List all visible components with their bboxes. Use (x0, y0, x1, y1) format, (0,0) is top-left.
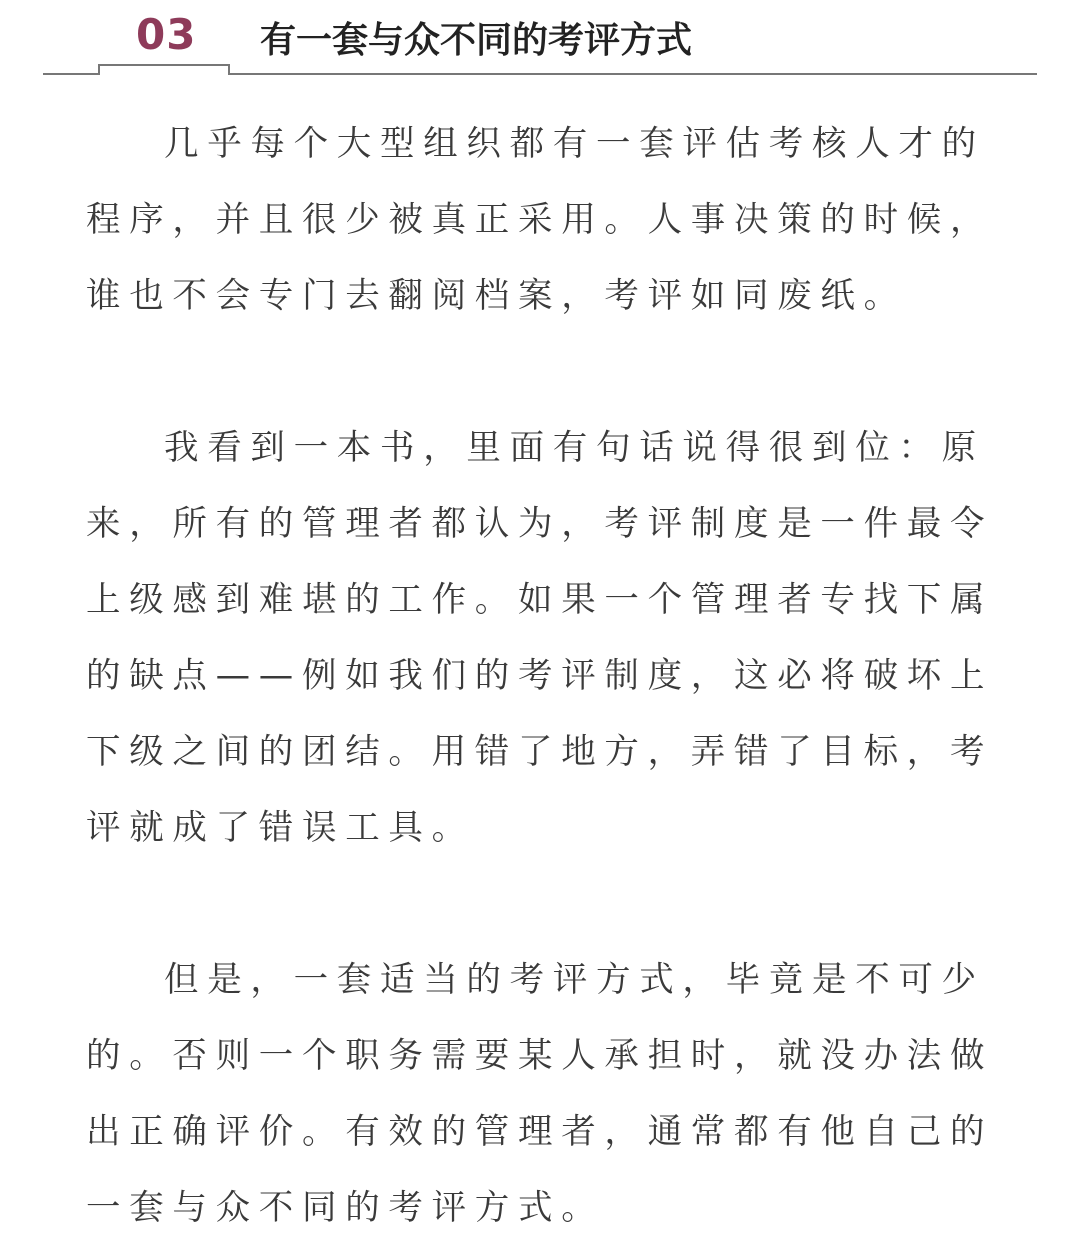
section-header (0, 0, 1080, 80)
paragraph-1: 几乎每个大型组织都有一套评估考核人才的程序，并且很少被真正采用。人事决策的时候，谁也不会专门去翻阅档案，考评如同废纸。 (86, 124, 994, 316)
section-title: 有一套与众不同的考评方式 (260, 20, 693, 61)
section-number-frame (98, 64, 230, 75)
section-number: 03 (136, 10, 197, 59)
article-body (86, 106, 996, 1246)
paragraph-2: 我看到一本书，里面有句话说得很到位：原来，所有的管理者都认为，考评制度是一件最令上级感到难堪的工作。如果一个管理者专找下属的缺点——例如我们的考评制度，这必将破坏上下级之间的团结。用错了地方，弄错了目标，考评就成了错误工具。 (86, 428, 994, 848)
paragraph-3: 但是，一套适当的考评方式，毕竟是不可少的。否则一个职务需要某人承担时，就没办法做出正确评价。有效的管理者，通常都有他自己的一套与众不同的考评方式。 (86, 960, 994, 1228)
